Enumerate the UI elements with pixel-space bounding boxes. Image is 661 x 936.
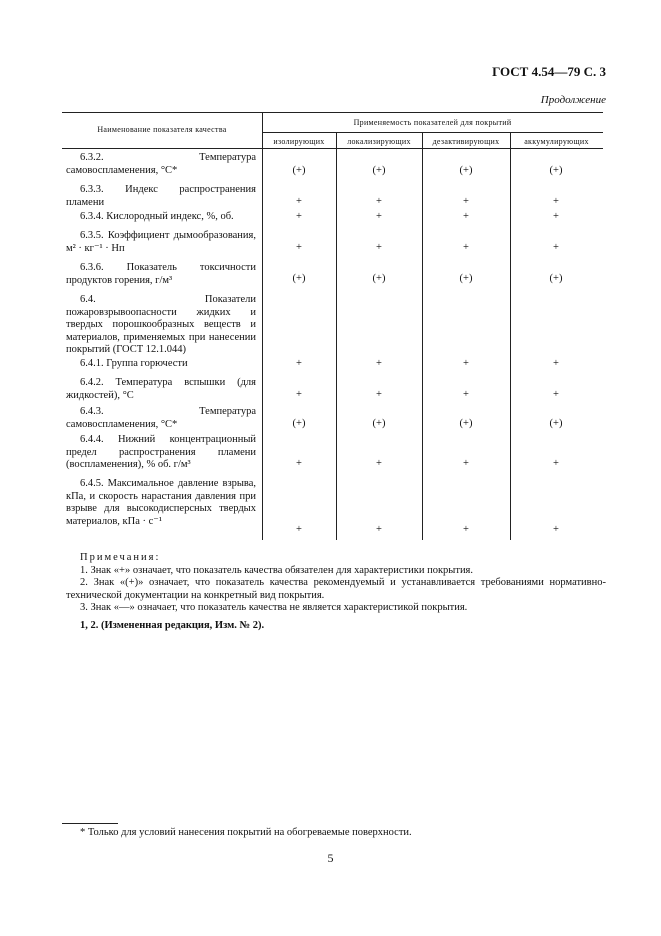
table-cell-mark: +: [376, 458, 382, 469]
table-cell-mark: +: [463, 211, 469, 222]
table-row-name: 6.4.4. Нижний концентрационный предел распространения пламени (воспламенения), % об. г/м³: [66, 434, 256, 471]
table-cell-mark: +: [296, 458, 302, 469]
table-cell-mark: +: [553, 458, 559, 469]
table-row-name: 6.4.2. Температура вспышки (для жидкостей), °C: [66, 377, 256, 401]
table-cell-mark: (+): [459, 273, 473, 284]
table-cell-mark: +: [463, 242, 469, 253]
table-header-bottom-rule: [62, 148, 603, 149]
table-top-rule: [62, 112, 603, 113]
table-cell-mark: +: [553, 211, 559, 222]
table-cell-mark: +: [463, 389, 469, 400]
table-row-name: 6.4.1. Группа горючести: [80, 358, 188, 369]
table-row-name: 6.3.6. Показатель токсичности продуктов горения, г/м³: [66, 262, 256, 286]
table-cell-mark: +: [553, 389, 559, 400]
table-row-name: 6.4.5. Максимальное давление взрыва, кПа, и скорость нарастания давления при взрыве для высокодисперсных твердых материалов, кПа · с⁻¹: [66, 478, 256, 527]
table-cell-mark: +: [296, 211, 302, 222]
table-cell-mark: +: [463, 524, 469, 535]
continuation-label: Продолжение: [540, 94, 606, 106]
table-cell-mark: +: [553, 358, 559, 369]
revision-note: 1, 2. (Измененная редакция, Изм. № 2).: [80, 620, 265, 631]
table-cell-mark: (+): [459, 418, 473, 429]
table-row-name: 6.3.5. Коэффициент дымообразования, м² · кг⁻¹ · Нп: [66, 230, 256, 254]
table-cell-mark: +: [296, 389, 302, 400]
table-cell-mark: (+): [372, 273, 386, 284]
notes-title: Примечания:: [80, 552, 161, 563]
table-row-name: 6.4.3. Температура самовоспламенения, °C*: [66, 406, 256, 430]
column-divider-1: [262, 112, 263, 540]
applicability-group-header: Применяемость показателей для покрытий: [353, 118, 512, 127]
table-cell-mark: +: [463, 196, 469, 207]
table-cell-mark: +: [376, 196, 382, 207]
table-cell-mark: +: [553, 242, 559, 253]
subheader-deactivating: дезактивирующих: [432, 137, 500, 146]
table-cell-mark: (+): [372, 418, 386, 429]
column-divider-3: [422, 132, 423, 540]
table-cell-mark: +: [553, 196, 559, 207]
table-cell-mark: (+): [549, 418, 563, 429]
table-cell-mark: +: [296, 358, 302, 369]
table-cell-mark: (+): [372, 165, 386, 176]
table-cell-mark: (+): [292, 418, 306, 429]
note-item: 2. Знак «(+)» означает, что показатель качества рекомендуемый и устанавливается требованиями нормативно-технической документации на конкретный вид покрытия.: [66, 577, 606, 601]
table-cell-mark: (+): [292, 273, 306, 284]
table-cell-mark: +: [553, 524, 559, 535]
table-cell-mark: +: [296, 524, 302, 535]
footnote-rule: [62, 823, 118, 824]
document-reference: ГОСТ 4.54—79 С. 3: [492, 64, 606, 79]
table-row-name: 6.3.4. Кислородный индекс, %, об.: [80, 211, 234, 222]
table-row-name: 6.3.3. Индекс распространения пламени: [66, 184, 256, 208]
table-row-name: 6.3.2. Температура самовоспламенения, °C*: [66, 152, 256, 176]
table-cell-mark: +: [463, 358, 469, 369]
group-header-rule: [262, 132, 603, 133]
column-divider-4: [510, 132, 511, 540]
table-cell-mark: (+): [549, 273, 563, 284]
note-item: 1. Знак «+» означает, что показатель качества обязателен для характеристики покрытия.: [80, 564, 474, 576]
table-section-heading: 6.4. Показатели пожаровзрывоопасности жидких и твердых порошкообразных веществ и материалов, применяемых при нанесении покрытий (ГОСТ 12.1.044): [66, 294, 256, 356]
note-item: 3. Знак «—» означает, что показатель качества не является характеристикой покрытия.: [80, 602, 468, 613]
page-number: 5: [327, 851, 334, 865]
table-cell-mark: +: [376, 211, 382, 222]
subheader-localizing: локализирующих: [347, 137, 411, 146]
table-cell-mark: +: [376, 389, 382, 400]
footnote: * Только для условий нанесения покрытий на обогреваемые поверхности.: [80, 827, 412, 838]
subheader-insulating: изолирующих: [273, 137, 325, 146]
table-cell-mark: +: [376, 524, 382, 535]
table-cell-mark: (+): [459, 165, 473, 176]
table-cell-mark: +: [376, 358, 382, 369]
table-cell-mark: +: [463, 458, 469, 469]
table-cell-mark: (+): [292, 165, 306, 176]
table-cell-mark: +: [296, 196, 302, 207]
subheader-accumulating: аккумулирующих: [524, 137, 589, 146]
table-cell-mark: +: [296, 242, 302, 253]
table-cell-mark: +: [376, 242, 382, 253]
table-cell-mark: (+): [549, 165, 563, 176]
name-column-header: Наименование показателя качества: [97, 125, 227, 134]
notes-block: [66, 552, 606, 615]
column-divider-2: [336, 132, 337, 540]
